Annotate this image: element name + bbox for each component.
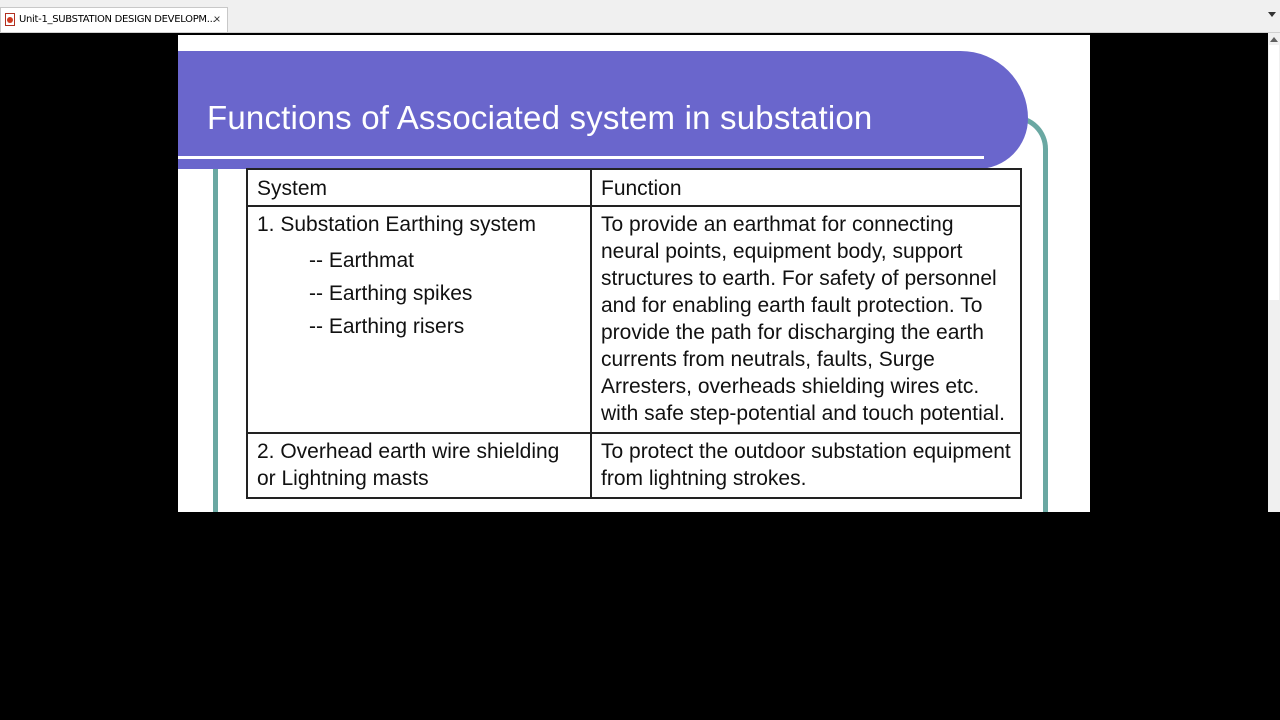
table-row — [247, 433, 1021, 498]
system-cell — [247, 206, 591, 433]
tab-title: Unit-1_SUBSTATION DESIGN DEVELOPM... — [19, 14, 216, 25]
list-item: -- Earthmat — [309, 249, 415, 272]
list-item: -- Earthing spikes — [309, 282, 473, 305]
tab-list-dropdown-icon[interactable] — [1268, 12, 1276, 17]
tab-bar — [0, 0, 1280, 33]
column-header-function: Function — [591, 169, 1021, 206]
table-row — [247, 206, 1021, 433]
list-item: -- Earthing risers — [309, 315, 465, 338]
function-cell: To protect the outdoor substation equipment from lightning strokes. — [591, 433, 1021, 498]
title-underline — [178, 156, 984, 159]
pdf-file-icon — [5, 13, 15, 26]
table-header-row — [247, 169, 1021, 206]
scroll-thumb[interactable] — [1269, 45, 1279, 300]
functions-table — [246, 168, 1022, 499]
system-name: 1. Substation Earthing system — [257, 213, 536, 236]
decorative-line — [213, 169, 218, 512]
document-viewer[interactable] — [0, 33, 1268, 512]
document-tab[interactable] — [0, 7, 228, 32]
slide-page — [178, 35, 1090, 512]
slide-title: Functions of Associated system in substation — [207, 99, 873, 136]
system-cell: 2. Overhead earth wire shielding or Lightning masts — [247, 433, 591, 498]
system-subitems — [257, 244, 581, 343]
vertical-scrollbar[interactable] — [1268, 33, 1280, 512]
close-tab-icon[interactable]: × — [213, 12, 221, 26]
column-header-system: System — [247, 169, 591, 206]
scroll-up-arrow-icon[interactable] — [1270, 37, 1278, 42]
function-cell: To provide an earthmat for connecting neural points, equipment body, support structures to earth. For safety of personnel and for enabling earth fault protection. To provide the path for discharging the earth currents from neutrals, faults, Surge Arresters, overheads shielding wires etc. with safe step-potential and touch potential. — [591, 206, 1021, 433]
